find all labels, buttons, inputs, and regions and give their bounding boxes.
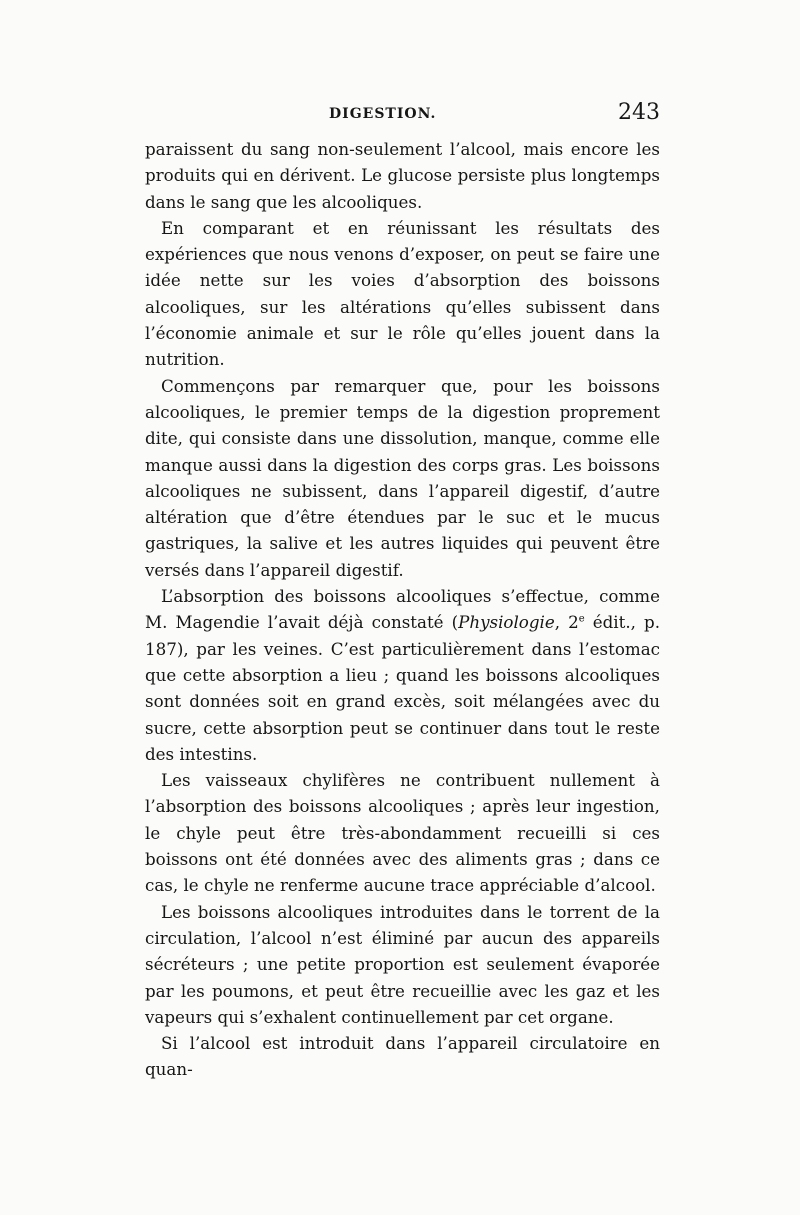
- running-title: DIGESTION.: [329, 106, 437, 122]
- paragraph-4-end: édit., p. 187), par les veines. C’est particulièrement dans l’estomac que cette absorption a lieu ; quand les boissons alcooliques sont données soit en grand excès, soit mélangées avec du sucre, cette absorption peut se continuer dans tout le reste des intestins.: [145, 612, 661, 764]
- paragraph-5: Les vaisseaux chylifères ne contribuent nullement à l’absorption des boissons alcooliques ; après leur ingestion, le chyle peut être très-abondamment recueilli si ces boissons ont été données avec des aliments gras ; dans ce cas, le chyle ne renferme aucune trace appréciable d’alcool.: [145, 770, 660, 896]
- paragraph-4-start: L’absorption des boissons alcooliques s’effectue, comme M. Magendie l’avait déjà constaté (: [145, 586, 660, 633]
- paragraph-7: Si l’alcool est introduit dans l’appareil circulatoire en quan-: [145, 1033, 660, 1080]
- paragraph-1: paraissent du sang non-seulement l’alcool, mais encore les produits qui en dérivent. Le glucose persiste plus longtemps dans le sang que les alcooliques.: [145, 139, 660, 212]
- paragraph-3: Commençons par remarquer que, pour les boissons alcooliques, le premier temps de la digestion proprement dite, qui consiste dans une dissolution, manque, comme elle manque aussi dans la digestion des corps gras. Les boissons alcooliques ne subissent, dans l’appareil digestif, d’autre altération que d’être étendues par le suc et le mucus gastriques, la salive et les autres liquides qui peuvent être versés dans l’appareil digestif.: [145, 375, 660, 580]
- citation-title: Physiologie: [458, 612, 555, 633]
- paragraph-4: [145, 583, 660, 767]
- paragraph-4-edition: , 2: [554, 612, 579, 633]
- page-number: 243: [618, 100, 660, 125]
- running-head: [145, 100, 660, 130]
- body-text: [145, 136, 660, 1083]
- edition-superscript: e: [578, 613, 585, 625]
- paragraph-2: En comparant et en réunissant les résultats des expériences que nous venons d’exposer, on peut se faire une idée nette sur les voies d’absorption des boissons alcooliques, sur les altérations qu’elles subissent dans l’économie animale et sur le rôle qu’elles jouent dans la nutrition.: [145, 217, 660, 370]
- paragraph-6: Les boissons alcooliques introduites dans le torrent de la circulation, l’alcool n’est éliminé par aucun des appareils sécréteurs ; une petite proportion est seulement évaporée par les poumons, et peut être recueillie avec les gaz et les vapeurs qui s’exhalent continuellement par cet organe.: [145, 901, 660, 1027]
